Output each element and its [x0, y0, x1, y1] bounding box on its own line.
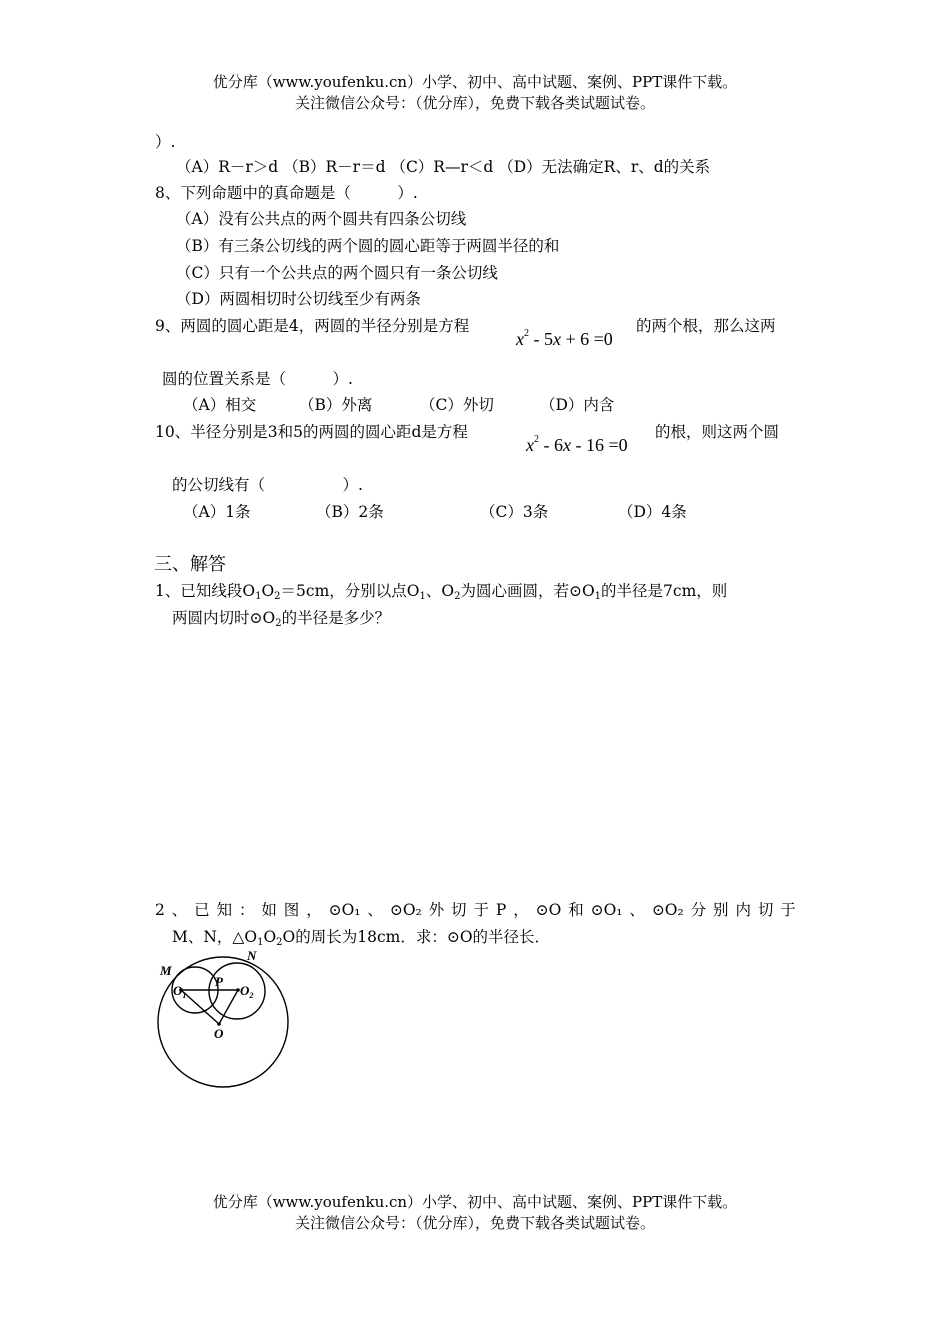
- header-line-1: 优分库（www.youfenku.cn）小学、初中、高中试题、案例、PPT课件下载。: [212, 73, 738, 91]
- label-n: N: [247, 948, 257, 963]
- p2-line-1-part: 2: [155, 901, 165, 919]
- q8-option-c: （C）只有一个公共点的两个圆只有一条公切线: [176, 264, 498, 282]
- q9-stem-c: 圆的位置关系是（ ）.: [162, 370, 353, 388]
- q10-option-c: （C）3条: [480, 503, 549, 521]
- q10-equation: $x^2 - 6x - 16 =0$: [526, 434, 628, 455]
- p2-line-2: M、N，$\triangle O_1O_2O$的周长为18cm．求：⊙O的半径长．: [172, 928, 551, 948]
- p2-line-1-part: 内: [735, 901, 751, 919]
- p2-line-1-part: ⊙O₁: [328, 901, 361, 919]
- section-title: 三、解答: [154, 554, 226, 575]
- p2-line-1-part: 切: [451, 901, 467, 919]
- p2-line-1-part: 于: [473, 901, 489, 919]
- p2-line-1-part: 、: [367, 901, 383, 919]
- q9-option-d: （D）内含: [540, 396, 615, 414]
- tangent-circles-figure: [150, 948, 300, 1098]
- q10-stem-b: 的根，则这两个圆: [655, 423, 780, 441]
- footer-line-1: 优分库（www.youfenku.cn）小学、初中、高中试题、案例、PPT课件下载。: [212, 1193, 738, 1211]
- q9-option-a: （A）相交: [183, 396, 257, 414]
- p2-line-1: [155, 900, 796, 920]
- q10-option-d: （D）4条: [618, 503, 687, 521]
- q9-stem-a: 9、两圆的圆心距是4，两圆的半径分别是方程: [155, 317, 470, 335]
- q8-option-b: （B）有三条公切线的两个圆的圆心距等于两圆半径的和: [176, 237, 560, 255]
- q10-stem-c: 的公切线有（ ）.: [172, 476, 363, 494]
- p2-line-1-part: ，: [513, 901, 529, 919]
- label-m: M: [160, 963, 172, 978]
- p1-line-1: 1、已知线段$O_1O_2=5cm$，分别以点$O_1$、$O_2$为圆心画圆，若$⊙O_1$的半径是7cm，则: [155, 582, 728, 602]
- q9-stem-b: 的两个根，那么这两: [636, 317, 776, 335]
- q8-stem: 8、下列命题中的真命题是（ ）.: [155, 184, 418, 202]
- footer-line-2: 关注微信公众号：（优分库），免费下载各类试题试卷。: [294, 1214, 655, 1232]
- p2-line-1-part: ：: [238, 901, 255, 919]
- p2-line-1-part: ⊙O₂: [389, 901, 422, 919]
- q8-option-d: （D）两圆相切时公切线至少有两条: [176, 290, 421, 308]
- p2-line-1-part: P: [495, 901, 507, 919]
- q7-tail: ）.: [155, 133, 176, 151]
- p2-line-1-part: 已: [194, 901, 210, 919]
- p2-line-1-part: ⊙O: [535, 901, 562, 919]
- p2-line-1-part: 如: [261, 901, 277, 919]
- label-o: O: [214, 1026, 224, 1041]
- p2-line-1-part: 于: [780, 901, 796, 919]
- p2-line-1-part: ，: [306, 901, 322, 919]
- p1-line-2: 两圆内切时$⊙O_2$的半径是多少？: [172, 609, 391, 629]
- label-p: P: [215, 974, 223, 989]
- p2-line-1-part: 切: [757, 901, 774, 919]
- p2-line-1-part: ⊙O₂: [651, 901, 684, 919]
- label-o1: $O_1$: [173, 983, 187, 1000]
- p2-line-1-part: 、: [629, 901, 645, 919]
- circle-o: [158, 957, 288, 1087]
- p2-line-1-part: 、: [171, 901, 188, 919]
- q10-stem-a: 10、半径分别是3和5的两圆的圆心距d是方程: [155, 423, 468, 441]
- p2-line-1-part: 别: [713, 901, 729, 919]
- q9-equation: $x^2 - 5x + 6 =0$: [516, 328, 613, 349]
- p2-line-1-part: 分: [690, 901, 707, 919]
- q10-option-b: （B）2条: [316, 503, 384, 521]
- p2-line-1-part: 知: [216, 901, 233, 919]
- p2-line-1-part: 外: [428, 901, 445, 919]
- header-line-2: 关注微信公众号：（优分库），免费下载各类试题试卷。: [294, 94, 655, 112]
- p2-line-1-part: 图: [283, 901, 300, 919]
- q9-option-c: （C）外切: [420, 396, 494, 414]
- q7-options: （A）R－r＞d （B）R－r＝d （C）R—r＜d （D）无法确定R、r、d的关系: [176, 158, 711, 176]
- q10-option-a: （A）1条: [183, 503, 251, 521]
- q8-option-a: （A）没有公共点的两个圆共有四条公切线: [176, 210, 467, 228]
- label-o2: $O_2$: [240, 983, 254, 1000]
- q9-option-b: （B）外离: [299, 396, 373, 414]
- p2-line-1-part: ⊙O₁: [590, 901, 623, 919]
- p2-line-1-part: 和: [568, 901, 584, 919]
